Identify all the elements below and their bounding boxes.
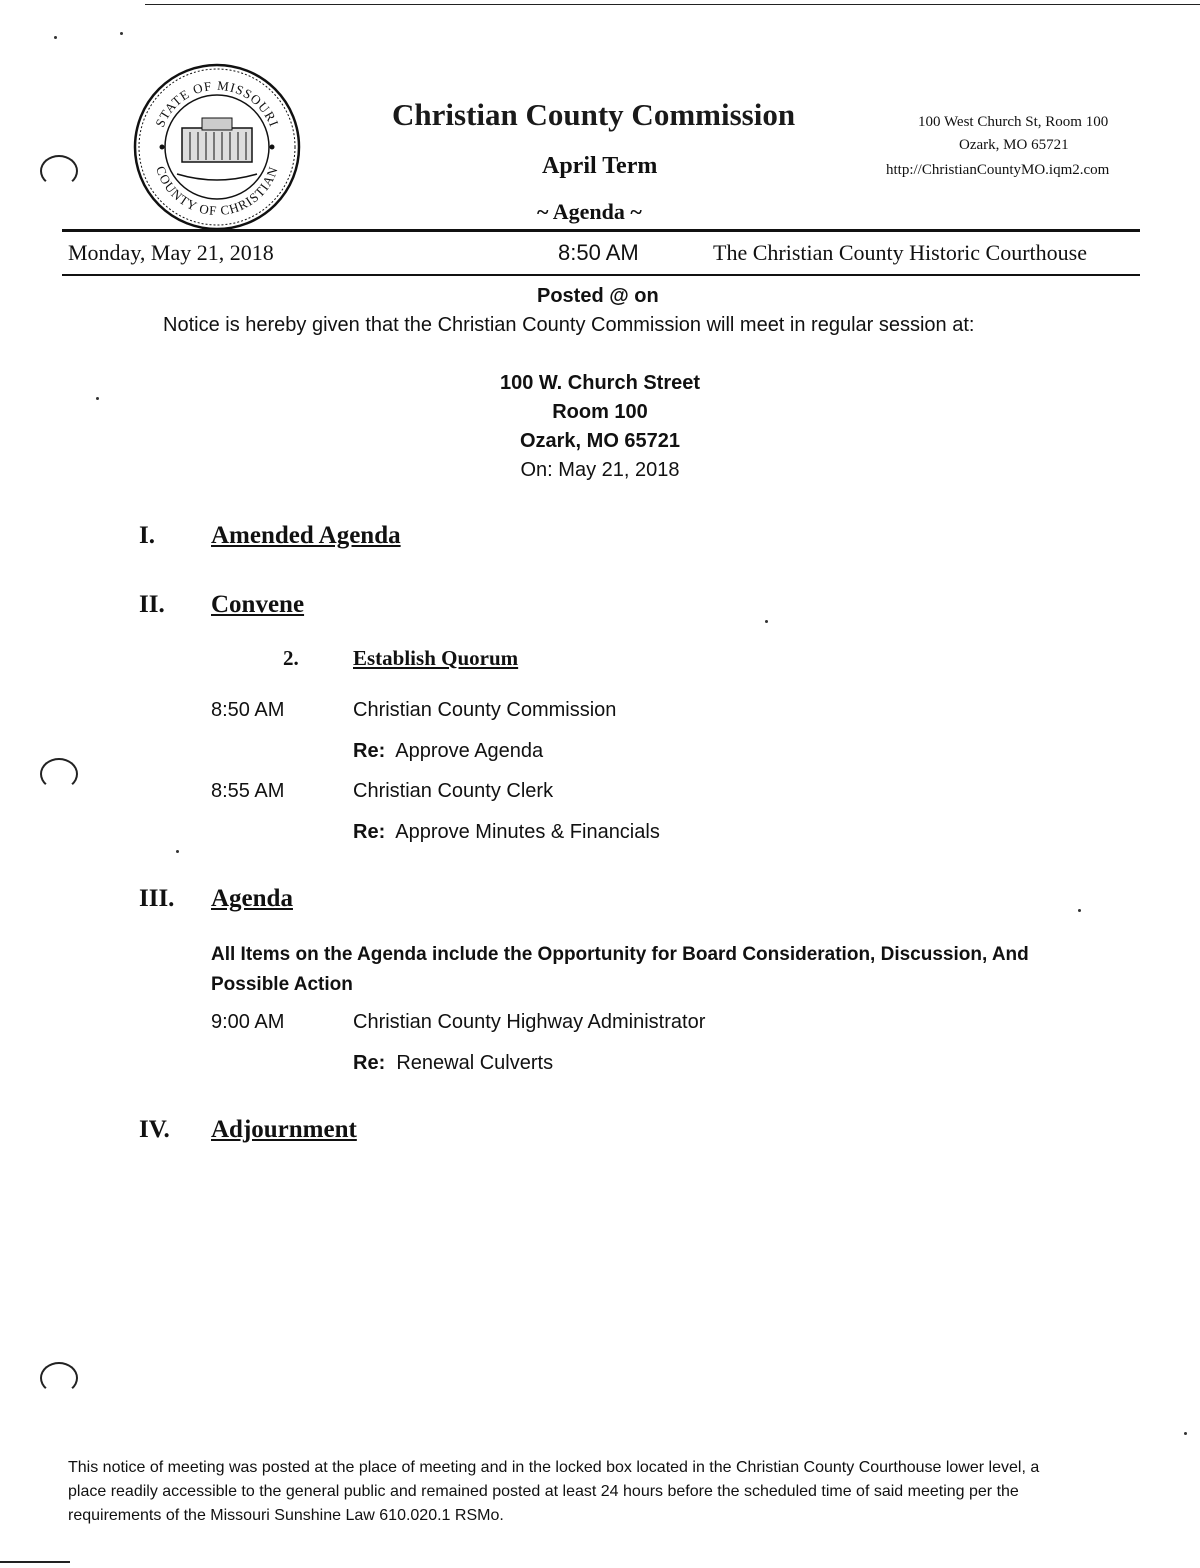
address-city: Ozark, MO 65721 <box>519 430 681 452</box>
meeting-on-date: On: May 21, 2018 <box>520 459 680 481</box>
punch-hole <box>40 1362 78 1394</box>
item-presenter: Christian County Clerk <box>353 780 554 802</box>
address-room: Room 100 <box>552 401 648 423</box>
item-regarding <box>353 1052 553 1075</box>
item-presenter: Christian County Highway Administrator <box>353 1011 706 1033</box>
bottom-edge-line <box>0 1561 70 1563</box>
re-label: Re: <box>353 821 386 843</box>
meeting-location: The Christian County Historic Courthouse <box>713 240 1087 265</box>
scan-speck <box>765 620 768 623</box>
re-label: Re: <box>353 740 386 762</box>
commission-title: Christian County Commission <box>392 97 796 132</box>
section-title-convene: Convene <box>211 591 305 618</box>
item-presenter: Christian County Commission <box>353 699 617 721</box>
agenda-note: All Items on the Agenda include the Opportunity for Board Consideration, Discussion, And Possible Action <box>211 944 1029 995</box>
subsection-number: 2. <box>283 646 299 670</box>
scan-speck <box>1078 909 1081 912</box>
item-time: 8:55 AM <box>211 780 285 802</box>
meeting-date: Monday, May 21, 2018 <box>68 240 274 265</box>
section-numeral: IV. <box>139 1116 170 1143</box>
punch-hole <box>40 758 78 790</box>
item-regarding <box>353 821 660 844</box>
term-label: April Term <box>542 153 658 179</box>
section-title-adjournment: Adjournment <box>211 1116 357 1143</box>
item-time: 8:50 AM <box>211 699 285 721</box>
section-numeral: III. <box>139 885 175 912</box>
notice-text: Notice is hereby given that the Christian County Commission will meet in regular session at: <box>163 314 975 336</box>
posted-label: Posted @ on <box>537 285 659 307</box>
item-regarding <box>353 740 543 763</box>
re-text: Renewal Culverts <box>396 1052 554 1074</box>
agenda-heading: ~ Agenda ~ <box>537 199 642 224</box>
top-edge-line <box>145 4 1200 5</box>
scan-speck <box>96 397 99 400</box>
address-line1: 100 West Church St, Room 100 <box>918 114 1109 130</box>
subsection-title-quorum: Establish Quorum <box>353 646 519 670</box>
header-divider <box>62 229 1140 232</box>
re-text: Approve Agenda <box>395 740 544 762</box>
re-text: Approve Minutes & Financials <box>395 821 660 843</box>
svg-text:COUNTY OF CHRISTIAN: COUNTY OF CHRISTIAN <box>153 164 281 219</box>
meeting-divider <box>62 274 1140 276</box>
section-numeral: I. <box>139 522 155 549</box>
item-time: 9:00 AM <box>211 1011 285 1033</box>
meeting-time: 8:50 AM <box>558 240 639 265</box>
svg-text:STATE OF MISSOURI: STATE OF MISSOURI <box>152 77 282 130</box>
punch-hole <box>40 155 78 187</box>
section-title-amended-agenda: Amended Agenda <box>211 522 401 549</box>
section-numeral: II. <box>139 591 165 618</box>
website-link[interactable]: http://ChristianCountyMO.iqm2.com <box>886 162 1110 178</box>
section-title-agenda: Agenda <box>211 885 293 912</box>
county-seal-logo <box>132 62 302 232</box>
re-label: Re: <box>353 1052 386 1074</box>
address-street: 100 W. Church Street <box>499 372 701 394</box>
scan-speck <box>54 36 57 39</box>
posting-notice-footer: This notice of meeting was posted at the place of meeting and in the locked box located in the Christian County Courthouse lower level, a place readily accessible to the general public and remained posted at least 24 hours before the scheduled time of said meeting per the requirements of the Missouri Sunshine Law 610.020.1 RSMo. <box>68 1459 1040 1524</box>
address-line2: Ozark, MO 65721 <box>959 137 1069 153</box>
scan-speck <box>120 32 123 35</box>
scan-speck <box>176 850 179 853</box>
scan-speck <box>1184 1432 1187 1435</box>
